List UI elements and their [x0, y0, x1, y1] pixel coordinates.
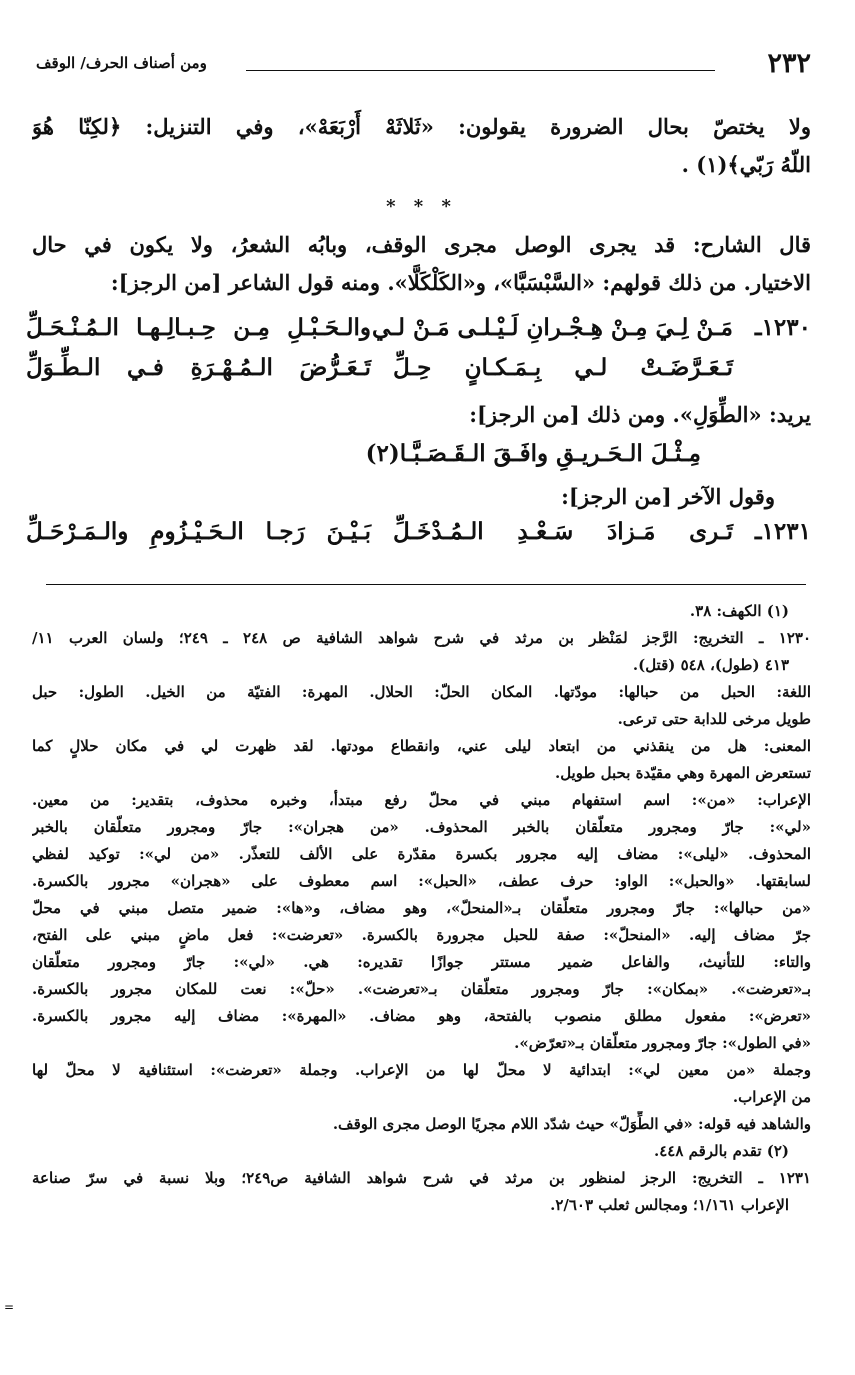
page-number: ٢٣٢ [767, 48, 811, 79]
footnote-line: تستعرض المهرة وهي مقيّدة بحبل طويل. [554, 764, 811, 782]
verse-1230-line-2 [26, 354, 811, 390]
footnote-line: (٢) تقدم بالرقم ٤٤٨. [653, 1142, 789, 1160]
verse-1231 [26, 518, 811, 554]
footnote-line: ١٢٣١ ـ التخريج: الرجز لمنظور بن مرثد في شرح شواهد الشافية ص٢٤٩؛ وبلا نسبة في سرّ صناعة [32, 1169, 811, 1187]
footnote-line: المحذوف. «ليلى»: مضاف إليه مجرور بكسرة مقدّرة على الألف للتعذّر. «من لي»: توكيد لفظي [32, 845, 811, 863]
verse-hemistich-left: تَـعَـرُّضَ الـمُـهْـرَةِ فـي الـطِّـوَلِّ [26, 354, 371, 381]
intro-line: اللّهُ رَبّي﴾(١) . [681, 152, 811, 177]
header-rule [246, 70, 715, 71]
footnote-line: ٤١٣ (طول)، ٥٤٨ (قتل). [632, 656, 789, 674]
commentary-line-before-verse [32, 478, 811, 516]
verse-number: ١٢٣٠ـ [754, 314, 811, 341]
footnotes [32, 598, 811, 1219]
footnote-line: الإعراب ١/١٦١؛ ومجالس ثعلب ٢/٦٠٣. [550, 1196, 789, 1214]
footnote-line: والتاء: للتأنيث، والفاعل ضمير مستتر جوازًا تقديره: هي. «لي»: جارّ ومجرور متعلّقان [32, 953, 811, 971]
section-separator: * * * [386, 196, 457, 217]
footnote-line: طويل مرخى للدابة حتى ترعى. [617, 710, 811, 728]
intro-line: ولا يختصّ بحال الضرورة يقولون: «ثَلاثَهْ أَرْبَعَهْ»، وفي التنزيل: ﴿لكِنّا هُوَ [32, 114, 811, 139]
verse-hemistich-left: بَـيْـنَ رَجـا الـحَـيْـزُومِ والـمَـرْحَـلِّ [26, 518, 371, 545]
verse-hemistich-right: تَـعَـرَّضَـتْ لـي بِـمَـكـانٍ حِـلِّ [393, 354, 733, 381]
footnote-line: اللغة: الحبل من حبالها: مودّتها. المكان الحلّ: الحلال. المهرة: الفتيّة من الخيل. الطول: حبل [32, 683, 811, 701]
footnote-line: «لي»: جارّ ومجرور متعلّقان بالخبر المحذوف. «من هجران»: جارّ ومجرور متعلّقان بالخبر [32, 818, 811, 836]
verse-hemistich-right: مَـنْ لِـيَ مِـنْ هِـجْـرانِ لَـيْـلـى مَـنْ لـي [372, 314, 733, 341]
verse-hemistich-left: والـحَـبْـلِ مِـن حِـبـالِـهـا الـمُـنْـحَـلِّ [26, 314, 371, 341]
commentary-paragraph [32, 226, 811, 302]
footnote-line: لسابقتها. «والحبل»: الواو: حرف عطف، «الحبل»: اسم معطوف على «هجران» مجرور بالكسرة. [32, 872, 811, 890]
verse-1230-line-1 [26, 314, 811, 350]
commentary-line-after-verse [32, 396, 811, 434]
running-header [36, 48, 811, 84]
footnote-line: والشاهد فيه قوله: «في الطِّوَلّ» حيث شدّد اللام مجريًا الوصل مجرى الوقف. [332, 1115, 811, 1133]
footnote-line: جرّ مضاف إليه. «المنحلّ»: صفة للحبل مجرورة بالكسرة. «تعرضت»: فعل ماضٍ مبني على الفتح، [32, 926, 811, 944]
footnote-line: من الإعراب. [732, 1088, 811, 1106]
footnote-line: الإعراب: «من»: اسم استفهام مبني في محلّ رفع مبتدأ، وخبره محذوف، بتقدير: من معين. [32, 791, 811, 809]
intro-paragraph [32, 108, 811, 184]
commentary-line: يريد: «الطِّوَلِ». ومن ذلك [من الرجز]: [469, 402, 811, 427]
verse-hemistich: مِـثْـلَ الـحَـريـقِ وافَـقَ الـقَـصَـبَّـا(٢) [365, 440, 701, 467]
footnote-line: «تعرض»: مفعول مطلق منصوب بالفتحة، وهو مضاف. «المهرة»: مضاف إليه مجرور بالكسرة. [32, 1007, 811, 1025]
verse-hemistich-right: تَـرى مَـزادَ سَـعْـدِ الـمُـدْخَـلِّ [393, 518, 733, 545]
footnote-line: ١٢٣٠ ـ التخريج: الرَّجز لمَنْظر بن مرثد في شرح شواهد الشافية ص ٢٤٨ ـ ٢٤٩؛ ولسان العرب ١١/ [32, 629, 811, 647]
commentary-line: وقول الآخر [من الرجز]: [561, 484, 775, 509]
footnote-line: (١) الكهف: ٣٨. [689, 602, 789, 620]
running-title: ومن أصناف الحرف/ الوقف [36, 54, 207, 72]
inner-verse [26, 440, 811, 476]
commentary-line: الاختيار. من ذلك قولهم: «السَّبْسَبَّا»، و«الكَلْكَلَّا». ومنه قول الشاعر [من الرجز]: [110, 270, 811, 295]
verse-number: ١٢٣١ـ [754, 518, 811, 545]
commentary-line: قال الشارح: قد يجرى الوصل مجرى الوقف، وبابُه الشعرُ، ولا يكون في حال [32, 232, 811, 257]
margin-mark: = [4, 1300, 15, 1314]
footnote-line: «من حبالها»: جارّ ومجرور متعلّقان بـ«المنحلّ»، وهو مضاف، و«ها»: ضمير متصل مبني في محلّ [32, 899, 811, 917]
footnote-line: «في الطول»: جارّ ومجرور متعلّقان بـ«تعرّض». [514, 1034, 811, 1052]
footnote-line: بـ«تعرضت». «بمكان»: جارّ ومجرور متعلّقان بـ«تعرضت». «حلّ»: نعت للمكان مجرور بالكسرة. [32, 980, 811, 998]
footnote-line: وجملة «من معين لي»: ابتدائية لا محلّ لها من الإعراب. وجملة «تعرضت»: استئنافية لا محلّ لها [32, 1061, 811, 1079]
footnote-line: المعنى: هل من ينقذني من ابتعاد ليلى عني، وانقطاع مودتها. لقد ظهرت لي في مكان حلالٍ كما [32, 737, 811, 755]
footnote-rule [46, 584, 806, 585]
